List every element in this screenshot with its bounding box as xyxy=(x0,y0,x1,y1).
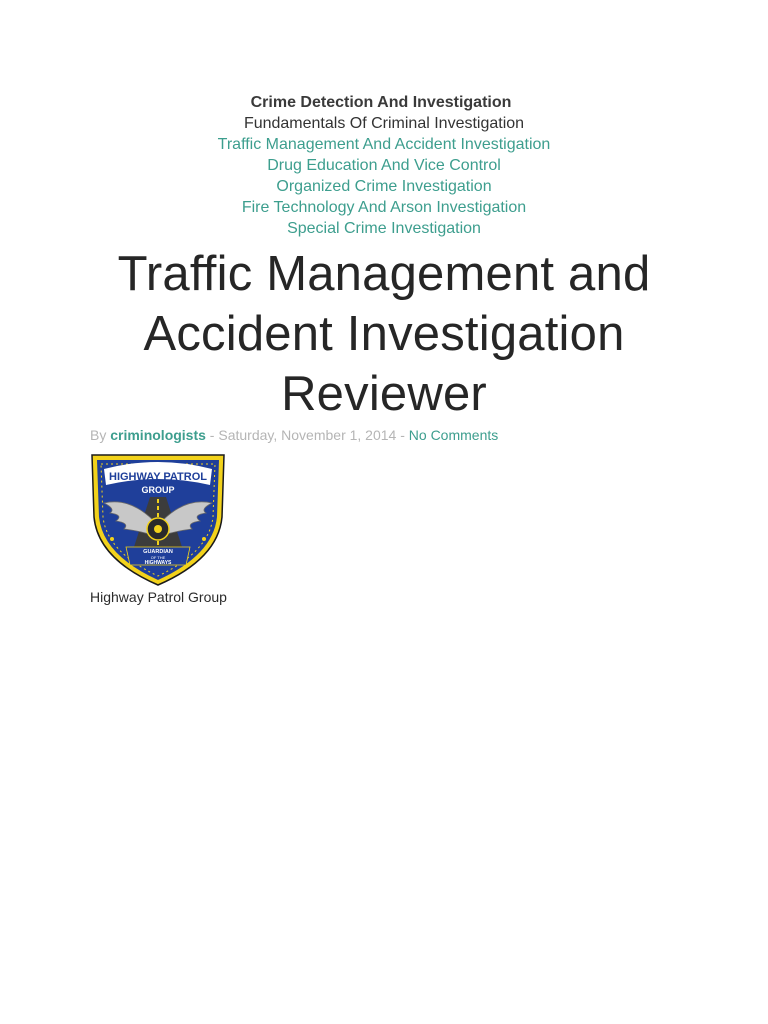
meta-separator: - xyxy=(205,427,219,443)
nav-link-special-crime[interactable]: Special Crime Investigation xyxy=(287,220,481,237)
nav-link-drug-education[interactable]: Drug Education And Vice Control xyxy=(267,157,501,174)
post-title-line-2: Accident Investigation xyxy=(143,307,625,361)
meta-separator: - xyxy=(396,427,409,443)
nav-link-fundamentals[interactable]: Fundamentals Of Criminal Investigation xyxy=(243,115,525,132)
badge-motto-line-1: GUARDIAN xyxy=(143,549,173,555)
post-title xyxy=(0,244,768,424)
badge-motto-line-2: OF THE xyxy=(150,555,166,560)
category-nav xyxy=(0,92,768,239)
image-caption: Highway Patrol Group xyxy=(90,589,227,605)
badge-top-text: HIGHWAY PATROL xyxy=(109,471,207,483)
nav-link-organized-crime[interactable]: Organized Crime Investigation xyxy=(276,178,492,195)
badge-sub-text: GROUP xyxy=(141,485,175,495)
post-title-line-1: Traffic Management and xyxy=(117,247,651,301)
badge-motto-line-3: HIGHWAYS xyxy=(144,560,172,566)
post-title-line-3: Reviewer xyxy=(281,367,487,421)
by-label: By xyxy=(90,427,107,443)
post-date: Saturday, November 1, 2014 xyxy=(218,427,397,443)
nav-link-traffic-management[interactable]: Traffic Management And Accident Investigation xyxy=(217,136,551,153)
comments-link[interactable]: No Comments xyxy=(408,427,499,443)
nav-link-crime-detection[interactable]: Crime Detection And Investigation xyxy=(250,94,512,111)
highway-patrol-badge-image xyxy=(86,447,230,589)
author-link[interactable]: criminologists xyxy=(110,427,206,443)
nav-link-fire-technology[interactable]: Fire Technology And Arson Investigation xyxy=(241,199,527,216)
post-meta xyxy=(90,427,498,443)
